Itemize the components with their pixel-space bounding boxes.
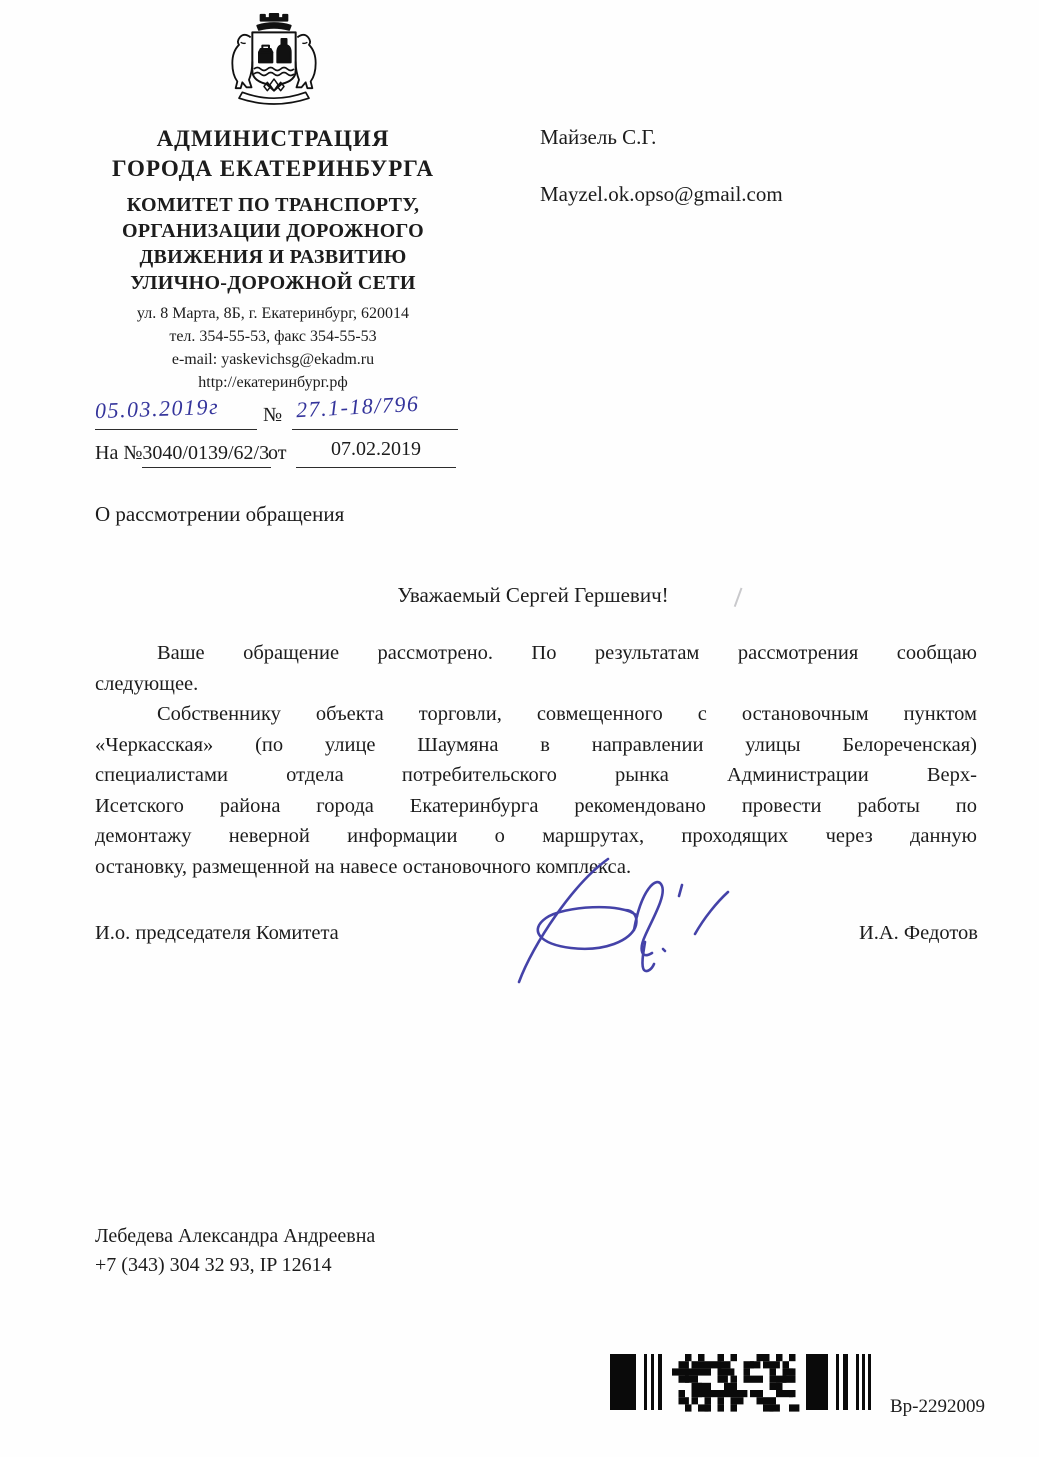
reply-number-text: 3040/0139/62/3 — [142, 442, 271, 468]
reply-date-field: 07.02.2019 — [296, 438, 456, 468]
body-line: специалистами отдела потребительского рынка Администрации Верх- — [95, 764, 977, 786]
handwritten-signature — [505, 852, 745, 992]
document-barcode — [610, 1352, 884, 1412]
outgoing-date-field — [94, 393, 257, 430]
body-line: остановку, размещенной на навесе остановочного комплекса. — [95, 855, 632, 878]
address-line: http://екатеринбург.рф — [198, 374, 348, 391]
signer-name: И.А. Федотов — [858, 922, 978, 944]
body-line: Исетского района города Екатеринбурга рекомендовано провести работы по — [95, 794, 977, 817]
address-line: ул. 8 Марта, 8Б, г. Екатеринбург, 620014 — [136, 305, 410, 322]
recipient-name: Майзель С.Г. — [540, 125, 657, 149]
subject-line: О рассмотрении обращения — [95, 502, 345, 526]
org-address-block — [92, 302, 454, 394]
yekaterinburg-coat-of-arms-icon — [224, 8, 324, 110]
salutation: Уважаемый Сергей Гершевич! — [397, 583, 669, 607]
org-name-line2: ГОРОДА ЕКАТЕРИНБУРГА — [112, 156, 434, 181]
body-line: «Черкасская» (по улице Шаумяна в направлении улицы Белореченская) — [95, 733, 977, 756]
dept-line: ДВИЖЕНИЯ И РАЗВИТИЮ — [139, 246, 407, 268]
org-name-line1: АДМИНИСТРАЦИЯ — [156, 126, 390, 151]
executor-name: Лебедева Александра Андреевна — [95, 1225, 376, 1247]
dept-line: ОРГАНИЗАЦИИ ДОРОЖНОГО — [122, 220, 424, 242]
body-line: следующее. — [95, 672, 199, 695]
address-line: e-mail: yaskevichsg@ekadm.ru — [171, 351, 375, 368]
outgoing-number-field — [292, 390, 458, 430]
barcode-label: Вр-2292009 — [890, 1396, 985, 1417]
department-name — [92, 192, 454, 296]
reply-ref-prefix — [95, 442, 271, 468]
handwritten-number: 27.1-18/796 — [295, 390, 420, 423]
signer-position: И.о. председателя Комитета — [95, 922, 339, 944]
dept-line: КОМИТЕТ ПО ТРАНСПОРТУ, — [126, 194, 420, 216]
body-line: Ваше обращение рассмотрено. По результатам рассмотрения сообщаю — [157, 642, 977, 664]
recipient-email: Mayzel.ok.opso@gmail.com — [540, 182, 783, 206]
body-line: Собственнику объекта торговли, совмещенного с остановочным пунктом — [157, 703, 977, 725]
executor-phone: +7 (343) 304 32 93, IP 12614 — [95, 1254, 332, 1276]
letter-body — [95, 638, 977, 882]
body-line: демонтажу неверной информации о маршрутах, проходящих через данную — [95, 825, 977, 847]
address-line: тел. 354-55-53, факс 354-55-53 — [169, 328, 377, 345]
number-sign: № — [263, 404, 283, 426]
dept-line: УЛИЧНО-ДОРОЖНОЙ СЕТИ — [130, 272, 416, 294]
handwritten-date: 05.03.2019г — [94, 393, 220, 424]
reply-prefix-text: На № — [95, 442, 143, 464]
reply-ot-label: от — [268, 442, 287, 464]
executor-block — [95, 1222, 375, 1280]
